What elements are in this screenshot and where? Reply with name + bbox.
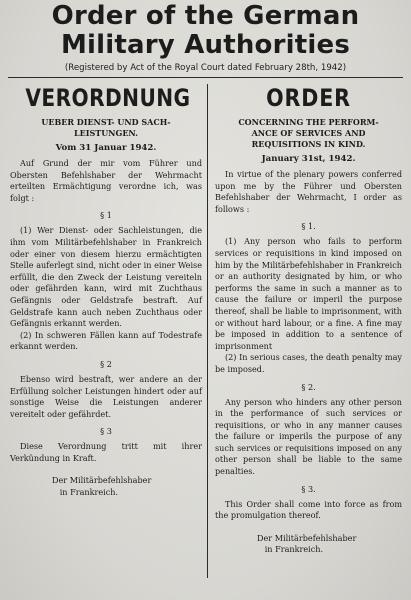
english-subtitle [215,117,402,150]
german-column [6,78,206,578]
english-heading: ORDER [266,84,351,112]
header-subtitle: (Registered by Act of the Royal Court dated February 28th, 1942) [64,63,347,73]
english-signature-line1: Der Militärbefehlshaber [257,532,357,543]
german-date: Vom 31 Januar 1942. [55,143,157,153]
german-subtitle-line2: LEISTUNGEN. [74,128,138,138]
german-signature [10,475,202,498]
bilingual-columns [6,78,405,578]
english-section-3: § 3. [301,483,316,494]
english-subtitle-line3: REQUISITIONS IN KIND. [251,139,366,149]
english-subtitle-line2: ANCE OF SERVICES AND [251,128,366,138]
english-date: January 31st, 1942. [261,154,356,164]
header-title-line2: Military Authorities [60,30,351,60]
english-paragraph-2: (2) In serious cases, the death penalty may be imposed. [215,352,402,374]
german-paragraph-2: (2) In schweren Fällen kann auf Todestrafe erkannt werden. [10,329,202,352]
english-column [210,78,405,578]
german-signature-line1: Der Militärbefehlshaber [52,475,152,486]
header-title-line1: Order of the German [51,1,360,31]
german-section-1: § 1 [100,210,112,221]
column-divider [207,84,208,578]
german-section-3: § 3 [100,426,112,437]
english-intro: In virtue of the plenary powers conferred upon me by the Führer und Obersten Befehlshaber der Wehrmacht, I order as follows : [215,169,402,214]
german-heading: VERORDNUNG [25,84,191,112]
english-paragraph-1: (1) Any person who fails to perform services or requisitions in kind imposed on him by the Militärbefehlshaber in Frankreich or an authority designated by him, or who performs the same in such a manner as to cause the failure or imperil the purpose thereof, shall be liable to imprisonment, with or without hard labour, or a fine. A fine may be imposed in addition to a sentence of imprisonment [215,236,402,351]
german-paragraph-1: (1) Wer Dienst- oder Sachleistungen, die ihm vom Militärbefehlshaber in Frankreich oder einer von diesem hierzu ermächtigten Stelle auferlegt sind, nicht oder in einer Weise erfüllt, die den Zweck der Leistung vereiteln oder gefährden kann, wird mit Zuchthaus Gefängnis oder Geldstrafe bestraft. Auf Geldstrafe kann auch neben Zuchthaus oder Gefängnis erkannt werden. [10,225,202,329]
german-section-2: § 2 [100,358,112,369]
english-subtitle-line1: CONCERNING THE PERFORM- [238,117,379,127]
notice-header [6,2,405,73]
german-intro: Auf Grund der mir vom Führer und Obersten Befehlshaber der Wehrmacht erteilten Ermächtigung verordne ich, was folgt : [10,158,202,203]
english-paragraph-4: This Order shall come into force as from the promulgation thereof. [215,498,402,521]
german-subtitle [10,117,202,139]
german-signature-line2: in Frankreich. [59,487,119,498]
german-paragraph-4: Diese Verordnung tritt mit ihrer Verkündung in Kraft. [10,441,202,463]
german-paragraph-3: Ebenso wird bestraft, wer andere an der Erfüllung solcher Leistungen hindert oder auf sonstige Weise die Leistungen anderer vereitelt oder gefährdet. [10,373,202,419]
english-signature-line2: in Frankreich. [264,544,324,555]
german-subtitle-line1: UEBER DIENST- UND SACH- [41,117,171,127]
english-signature [215,533,402,556]
english-section-2: § 2. [301,381,316,392]
english-section-1: § 1. [301,221,316,232]
english-paragraph-3: Any person who hinders any other person in the performance of such services or requisitions, or who in any manner causes the failure or imperils the purpose of any such services or requisitions imposed on any other person shall be liable to the same penalties. [215,396,402,477]
